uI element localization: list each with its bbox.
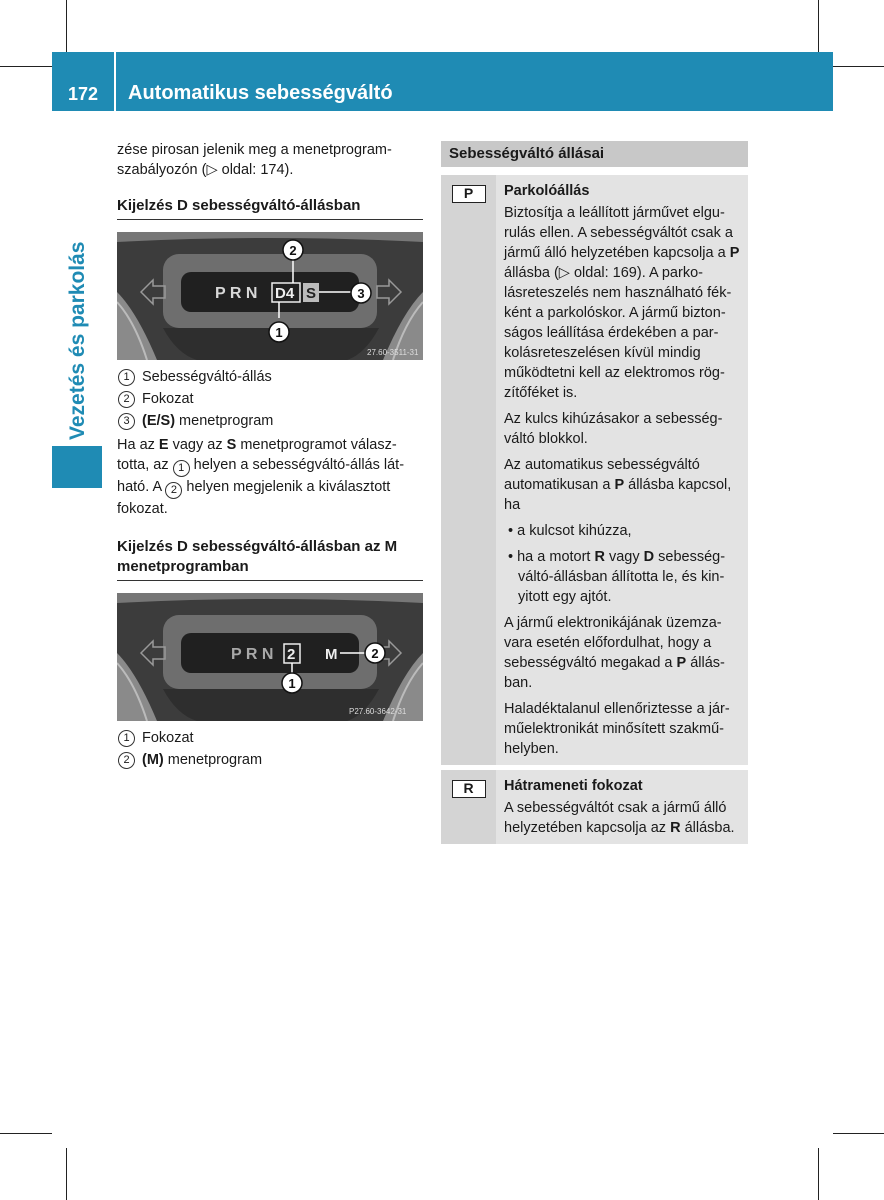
table-title: Sebességváltó állásai <box>441 141 748 167</box>
gear-box-label: 2 <box>287 646 296 663</box>
left-column <box>117 140 423 771</box>
legend-item: 2 (M) menetprogram <box>117 749 423 771</box>
explanation-paragraph: Ha az E vagy az S menetprogramot válasz-totta, az 1 helyen a sebességváltó-állás lát-ható. A 2 helyen megjelenik a kiválasztott fokozat. <box>117 437 405 517</box>
legend-item: 1 Sebességváltó-állás <box>117 366 423 388</box>
row-paragraph: Az automatikus sebességváltó automatikusan a P állásba kapcsol, ha <box>504 457 732 513</box>
page-number: 172 <box>68 84 99 104</box>
side-tab-label: Vezetés és parkolás <box>66 241 89 440</box>
crop-mark <box>0 1133 52 1134</box>
section-heading-d: Kijelzés D sebességváltó-állásban <box>117 196 423 220</box>
cluster-figure-m <box>117 593 423 721</box>
side-tab-marker <box>52 446 102 488</box>
crop-mark <box>66 0 67 52</box>
legend-item: 1 Fokozat <box>117 727 423 749</box>
cluster-figure-d <box>117 232 423 360</box>
table-row-p <box>441 175 748 765</box>
gear-key-r: R <box>452 780 486 798</box>
row-paragraph: A sebességváltót csak a jármű álló helyzetében kapcsolja az R állásba. <box>504 800 735 836</box>
figure-ref: P27.60-3642-31 <box>349 707 407 716</box>
legend-item: 3 (E/S) menetprogram <box>117 410 423 432</box>
legend-d <box>117 366 423 432</box>
gear-positions-table <box>441 141 748 844</box>
svg-text:1: 1 <box>288 676 296 691</box>
row-title: Parkolóállás <box>504 183 590 199</box>
crop-mark <box>818 0 819 52</box>
svg-text:1: 1 <box>275 325 283 340</box>
crop-mark <box>833 1133 884 1134</box>
crop-mark <box>818 1148 819 1200</box>
svg-text:2: 2 <box>289 243 297 258</box>
legend-m <box>117 727 423 771</box>
legend-item: 2 Fokozat <box>117 388 423 410</box>
intro-paragraph: zése pirosan jelenik meg a menetprogram-szabályozón (▷ oldal: 174). <box>117 142 392 178</box>
crop-mark <box>833 66 884 67</box>
crop-mark <box>66 1148 67 1200</box>
row-title: Hátrameneti fokozat <box>504 778 643 794</box>
row-paragraph: A jármű elektronikájának üzemza-vara esetén előfordulhat, hogy a sebességváltó megakad a P állás-ban. <box>504 615 725 691</box>
crop-mark <box>0 66 52 67</box>
row-paragraph: Az kulcs kihúzásakor a sebesség-váltó blokkol. <box>504 411 723 447</box>
gear-letters: P R N <box>215 285 258 302</box>
section-heading-m: Kijelzés D sebességváltó-állásban az M menetprogramban <box>117 537 423 581</box>
gear-box-label: D4 <box>275 285 295 302</box>
svg-text:2: 2 <box>371 646 379 661</box>
gear-key-p: P <box>452 185 486 203</box>
page-title: Automatikus sebességváltó <box>128 82 393 104</box>
row-paragraph: Haladéktalanul ellenőriztesse a jár-műelektronikát minősített szakmű-helyben. <box>504 701 730 757</box>
figure-ref: 27.60-3511-31 <box>367 348 419 357</box>
table-row-r <box>441 770 748 844</box>
row-paragraph: Biztosítja a leállított járművet elgu-rulás ellen. A sebességváltót csak a jármű álló helyzetében kapcsolja a P állásba (▷ oldal: 169). A parko-lásreteszelés nem használható fék-ként a parkolóskor. A jármű bizton-ságos leállítása érdekében a par-kolásreteszelésen kívül mindig működtetni kell az elektromos rög-zítőféket is. <box>504 205 740 401</box>
gear-letters: P R N <box>231 646 274 663</box>
svg-text:3: 3 <box>357 286 365 301</box>
bullet-item: • a kulcsot kihúzza, <box>508 523 632 539</box>
mode-box-label: S <box>306 285 317 302</box>
mode-label: M <box>325 646 338 663</box>
bullet-item: • ha a motort R vagy D sebesség-váltó-állásban állította le, és kin-yitott egy ajtót. <box>508 549 726 605</box>
